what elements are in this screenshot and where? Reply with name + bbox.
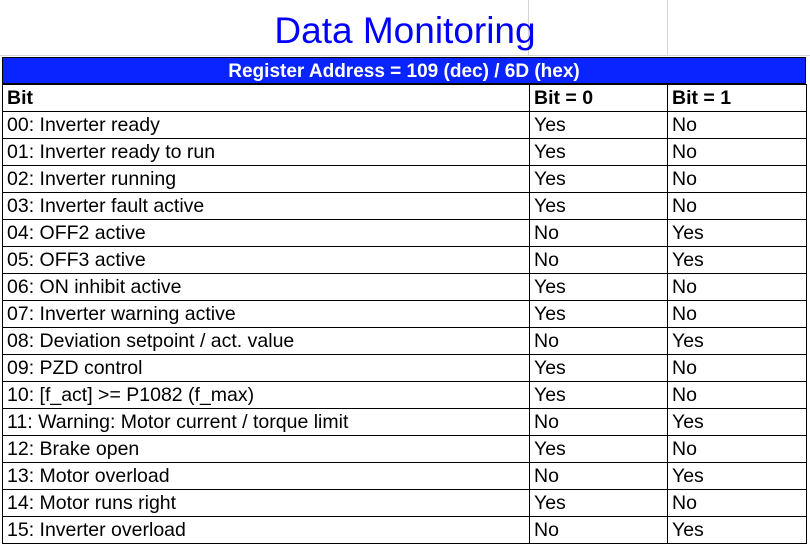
bit-0-cell[interactable]: Yes — [530, 112, 668, 139]
bit-1-cell[interactable]: Yes — [668, 247, 807, 274]
bit-cell[interactable]: 00: Inverter ready — [3, 112, 530, 139]
bit-0-cell[interactable]: Yes — [530, 490, 668, 517]
bit-cell[interactable]: 13: Motor overload — [3, 463, 530, 490]
table-row — [3, 166, 807, 193]
bit-0-cell[interactable]: No — [530, 463, 668, 490]
bit-cell[interactable]: 05: OFF3 active — [3, 247, 530, 274]
column-header-bit[interactable]: Bit — [3, 85, 530, 112]
bit-1-cell[interactable]: Yes — [668, 517, 807, 544]
bit-1-cell[interactable]: No — [668, 382, 807, 409]
bit-0-cell[interactable]: Yes — [530, 139, 668, 166]
bit-0-cell[interactable]: Yes — [530, 166, 668, 193]
bit-0-cell[interactable]: Yes — [530, 274, 668, 301]
table-row — [3, 409, 807, 436]
bit-cell[interactable]: 15: Inverter overload — [3, 517, 530, 544]
table-row — [3, 301, 807, 328]
bit-table — [2, 84, 807, 544]
register-address-banner[interactable]: Register Address = 109 (dec) / 6D (hex) — [2, 57, 806, 84]
bit-cell[interactable]: 03: Inverter fault active — [3, 193, 530, 220]
column-header-bit-1[interactable]: Bit = 1 — [668, 85, 807, 112]
bit-0-cell[interactable]: No — [530, 409, 668, 436]
bit-cell[interactable]: 14: Motor runs right — [3, 490, 530, 517]
bit-cell[interactable]: 09: PZD control — [3, 355, 530, 382]
bit-1-cell[interactable]: No — [668, 166, 807, 193]
bit-0-cell[interactable]: No — [530, 517, 668, 544]
table-row — [3, 382, 807, 409]
bit-1-cell[interactable]: No — [668, 274, 807, 301]
table-row — [3, 220, 807, 247]
bit-cell[interactable]: 01: Inverter ready to run — [3, 139, 530, 166]
bit-1-cell[interactable]: Yes — [668, 328, 807, 355]
table-row — [3, 517, 807, 544]
bit-cell[interactable]: 12: Brake open — [3, 436, 530, 463]
table-row — [3, 139, 807, 166]
bit-0-cell[interactable]: No — [530, 247, 668, 274]
bit-1-cell[interactable]: No — [668, 490, 807, 517]
table-row — [3, 193, 807, 220]
table-header-row — [3, 85, 807, 112]
table-row — [3, 436, 807, 463]
bit-1-cell[interactable]: No — [668, 112, 807, 139]
bit-cell[interactable]: 02: Inverter running — [3, 166, 530, 193]
bit-cell[interactable]: 10: [f_act] >= P1082 (f_max) — [3, 382, 530, 409]
bit-1-cell[interactable]: No — [668, 193, 807, 220]
table-row — [3, 463, 807, 490]
bit-0-cell[interactable]: No — [530, 328, 668, 355]
bit-0-cell[interactable]: No — [530, 220, 668, 247]
bit-0-cell[interactable]: Yes — [530, 301, 668, 328]
table-row — [3, 112, 807, 139]
bit-0-cell[interactable]: Yes — [530, 355, 668, 382]
bit-0-cell[interactable]: Yes — [530, 436, 668, 463]
bit-cell[interactable]: 07: Inverter warning active — [3, 301, 530, 328]
bit-cell[interactable]: 06: ON inhibit active — [3, 274, 530, 301]
column-header-bit-0[interactable]: Bit = 0 — [530, 85, 668, 112]
bit-cell[interactable]: 04: OFF2 active — [3, 220, 530, 247]
bit-cell[interactable]: 11: Warning: Motor current / torque limit — [3, 409, 530, 436]
bit-1-cell[interactable]: No — [668, 301, 807, 328]
page-title: Data Monitoring — [274, 10, 536, 51]
bit-0-cell[interactable]: Yes — [530, 382, 668, 409]
table-row — [3, 355, 807, 382]
bit-0-cell[interactable]: Yes — [530, 193, 668, 220]
bit-1-cell[interactable]: Yes — [668, 463, 807, 490]
table-row — [3, 490, 807, 517]
bit-1-cell[interactable]: Yes — [668, 409, 807, 436]
table-row — [3, 328, 807, 355]
table-row — [3, 247, 807, 274]
bit-cell[interactable]: 08: Deviation setpoint / act. value — [3, 328, 530, 355]
bit-1-cell[interactable]: No — [668, 139, 807, 166]
table-row — [3, 274, 807, 301]
bit-1-cell[interactable]: No — [668, 436, 807, 463]
bit-1-cell[interactable]: No — [668, 355, 807, 382]
bit-1-cell[interactable]: Yes — [668, 220, 807, 247]
